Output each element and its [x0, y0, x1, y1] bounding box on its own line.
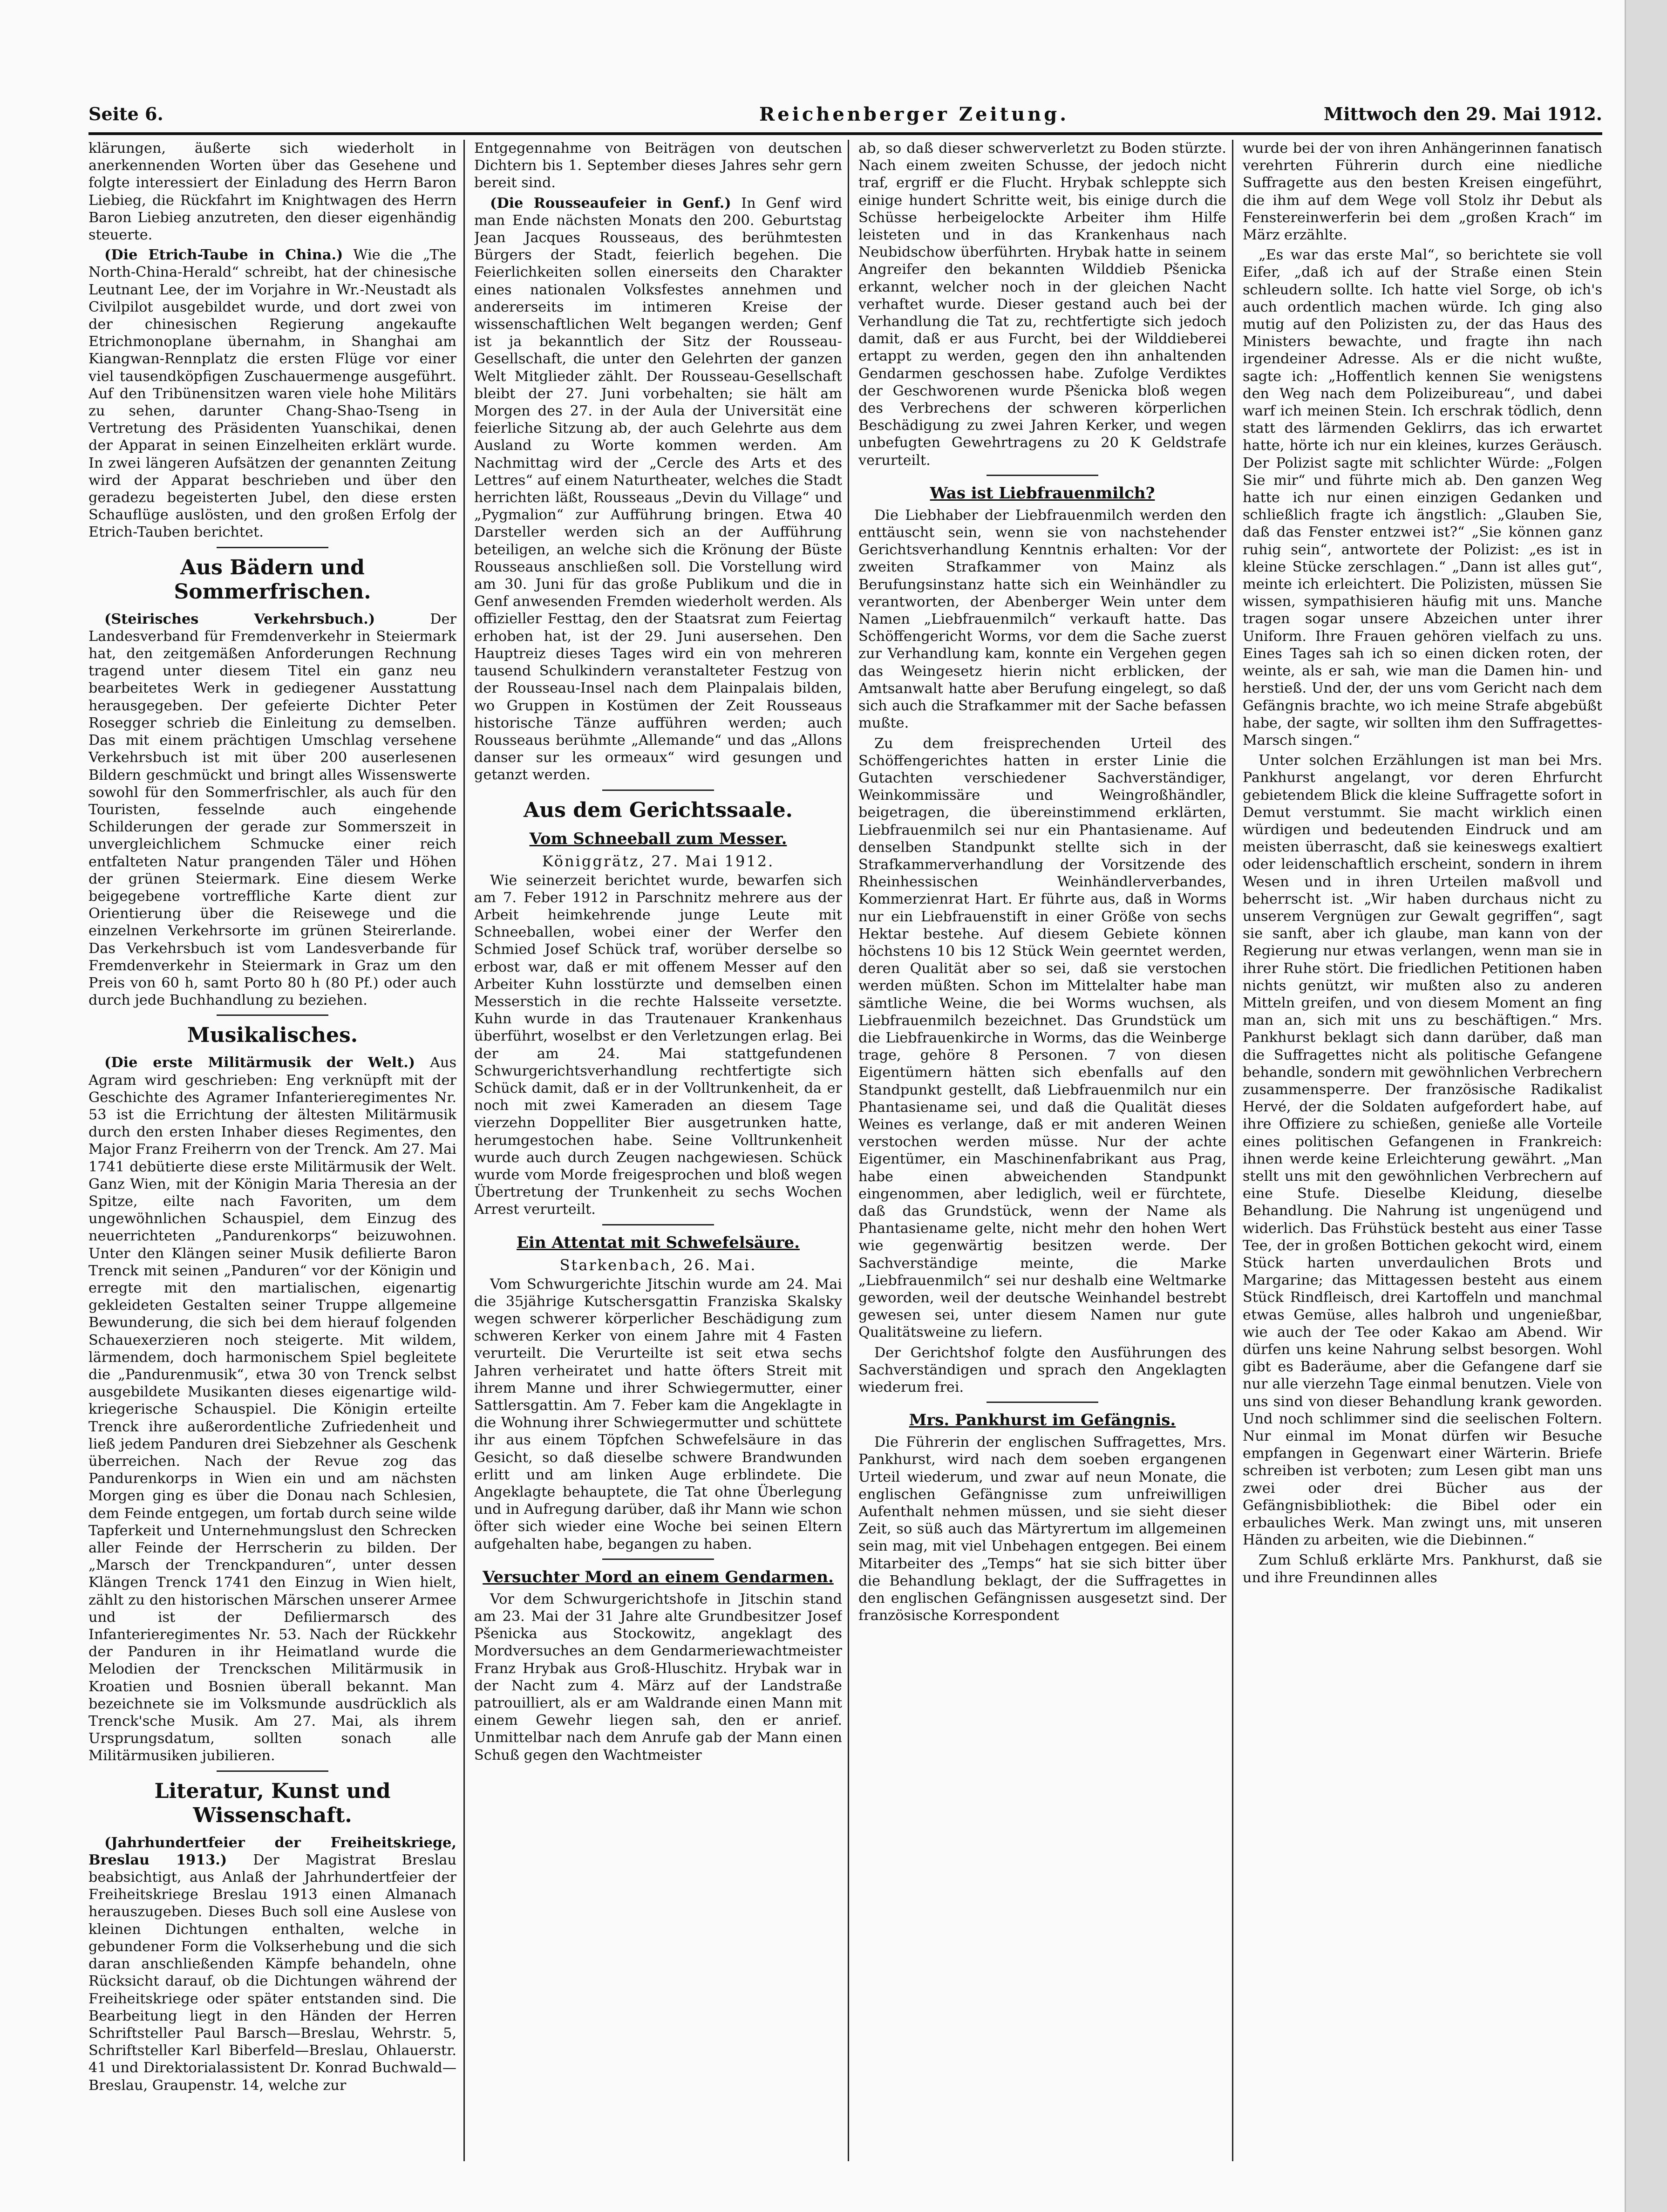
- article-body: Der Magistrat Breslau beabsichtigt, aus Anlaß der Jahrhundertfeier der Freiheitskriege Breslau 1913 einen Almanach herauszugeben. Dieses Buch soll eine Auslese von kleinen Dichtungen enthalten, welche in gebundener Form die Volkserhebung und die sich daran anschließenden Kämpfe behandeln, ohne Rücksicht darauf, ob die Dichtungen während der Freiheitskriege oder später entstanden sind. Die Bearbeitung liegt in den Händen der Herren Schriftsteller Paul Barsch—Breslau, Wehrstr. 5, Schriftsteller Karl Biberfeld—Breslau, Ohlauerstr. 41 und Direktorialassistent Dr. Konrad Buchwald—Breslau, Graupenstr. 14, welche zur: [88, 1851, 456, 2094]
- article-jahrhundertfeier: [88, 1834, 456, 2094]
- separator: [602, 1224, 714, 1225]
- page-number: Seite 6.: [88, 103, 163, 124]
- separator: [217, 1770, 328, 1772]
- separator: [217, 547, 328, 548]
- section-heading: Aus Bädern und Sommerfrischen.: [174, 555, 371, 604]
- article-militaermusik: [88, 1054, 456, 1764]
- article-body: Der Gerichtshof folgte den Ausführungen des Sachverständigen und sprach den Angeklagten wiederum frei.: [858, 1344, 1226, 1396]
- article-continuation: ab, so daß dieser schwerverletzt zu Boden stürzte. Nach einem zweiten Schusse, der jedoch nicht traf, ergriff er die Flucht. Hrybak schleppte sich einige hundert Schritte weit, bis einige durch die Schüsse herbeigelockte Arbeiter ihm Hilfe leisteten und in das Krankenhaus nach Neubidschow überführten. Hrybak hatte in seinem Angreifer den bekannten Wilddieb Pšenicka erkannt, welcher noch in der gleichen Nacht verhaftet wurde. Dieser gestand auch bei der Verhandlung die Tat zu, rechtfertigte sich jedoch damit, daß er aus Furcht, bei der Wilddieberei ertappt zu werden, gegen den ihn anhaltenden Gendarmen geschossen habe. Zufolge Verdiktes der Geschworenen wurde Pšenicka bloß wegen des Verbrechens der schweren körperlichen Beschädigung zu zwei Jahren Kerker, und wegen unbefugten Gewehrtragens zu 20 K Geldstrafe verurteilt.: [858, 140, 1226, 469]
- article-body: Die Führerin der englischen Suffragettes, Mrs. Pankhurst, wird nach dem soeben ergangenen Urteil wiederum, und zwar auf neun Monate, die englischen Gefängnisse zum unfreiwilligen Aufenthalt nehmen müssen, und sie sieht dieser Zeit, so süß auch das Märtyrertum im allgemeinen sein mag, mit viel Unbehagen entgegen. Bei einem Mitarbeiter des „Temps“ hat sie sich bitter über die Behandlung beklagt, der die Suffragettes in den englischen Gefängnissen ausgesetzt sind. Der französische Korrespondent: [858, 1434, 1226, 1624]
- article-lead: (Die Rousseaufeier in Genf.): [490, 195, 731, 211]
- article-verkehrsbuch: [88, 611, 456, 1009]
- section-heading: Literatur, Kunst und Wissenschaft.: [154, 1779, 391, 1827]
- dateline: Königgrätz, 27. Mai 1912.: [542, 852, 775, 870]
- article-headline: Mrs. Pankhurst im Gefängnis.: [909, 1411, 1176, 1430]
- article-continuation: klärungen, äußerte sich wiederholt in anerkennenden Worten über das Gesehene und folgte interessiert der Einladung des Herrn Baron Liebieg, die Rückfahrt im Knightwagen des Herrn Baron Liebieg anzutreten, den dieser eigenhändig steuerte.: [88, 140, 456, 244]
- article-body: Aus Agram wird geschrieben: Eng verknüpft mit der Geschichte des Agramer Infanterieregimentes Nr. 53 ist die Errichtung der ältesten Militärmusik durch den ersten Inhaber dieses Regimentes, den Major Franz Freiherrn von der Trenck. Am 27. Mai 1741 debütierte diese erste Militärmusik der Welt. Ganz Wien, mit der Königin Maria Theresia an der Spitze, eilte nach Favoriten, um dem ungewöhnlichen Schauspiel, dem Einzug des neuerrichteten „Pandurenkorps“ beizuwohnen. Unter den Klängen seiner Musik defilierte Baron Trenck mit seinen „Panduren“ vor der Königin und erregte mit den martialischen, eigenartig gekleideten Gestalten seiner Truppe allgemeine Bewunderung, die sich bei dem hierauf folgenden Schauexerzieren noch steigerte. Mit wildem, lärmendem, doch harmonischem Spiel begleitete die „Pandurenmusik“, etwa 30 von Trenck selbst ausgebildete Musikanten dieses eigenartige wild-kriegerische Schauspiel. Die Königin erteilte Trenck ihre außerordentliche Zufriedenheit und ließ jedem Panduren drei Siebzehner als Geschenk überreichen. Nach der Revue zog das Pandurenkorps in Wien ein und am nächsten Morgen ging es über die Donau nach Schlesien, dem Feinde entgegen, um fortab durch seine wilde Tapferkeit und Unternehmungslust den Schrecken aller Feinde der Herrscherin zu bilden. Der „Marsch der Trenckpanduren“, unter dessen Klängen Trenck 1741 den Einzug in Wien hielt, zählt zu den historischen Märschen unserer Armee und ist der Defiliermarsch des Infanterieregimentes Nr. 53. Nach der Rückkehr der Panduren in ihr Heimatland wurde die Melodien der Trenckschen Militärmusik in Kroatien und Bosnien überall bekannt. Man bezeichnete sie im Volksmunde ausdrücklich als Trenck'sche Musik. Am 27. Mai, als ihrem Ursprungsdatum, sollten sonach alle Militärmusiken jubilieren.: [88, 1055, 456, 1764]
- section-heading: Aus dem Gerichtssaale.: [523, 798, 793, 822]
- article-body: Zum Schluß erklärte Mrs. Pankhurst, daß sie und ihre Freundinnen alles: [1243, 1552, 1602, 1586]
- article-lead: (Die erste Militärmusik der Welt.): [104, 1055, 415, 1071]
- header-rule: [88, 132, 1602, 135]
- article-body: Zu dem freisprechenden Urteil des Schöffengerichtes hatten in erster Linie die Gutachten verschiedener Sachverständiger, Weinkommissäre und Weingroßhändler, beigetragen, die übereinstimmend erklärten, Liebfrauenmilch sei nur ein Phantasiename. Auf denselben Standpunkt stellte sich in der Strafkammerverhandlung der Vorsitzende des Rheinhessischen Weinhändlerverbandes, Kommerzienrat Hart. Er führte aus, daß in Worms nur ein Liebfrauenstift in einer Größe von sechs Hektar bestehe. Auf diesem Gebiete können höchstens 10 bis 12 Stück Wein geerntet werden, deren Qualität aber so sei, daß sie verstochen werden müßten. Schon im Mittelalter habe man sämtliche Weine, die bei Worms wuchsen, als Liebfrauenmilch bezeichnet. Das Grundstück um die Liebfrauenkirche in Worms, das die Weinberge trage, gehöre 8 Personen. 7 von diesen Eigentümern hätten sich ebenfalls auf den Standpunkt gestellt, daß Liebfrauenmilch nur ein Phantasiename sei, und daß die Qualität dieses Weines es verlange, daß er mit anderen Weinen verstochen werden müsse. Nur der achte Eigentümer, ein Maschinenfabrikant aus Prag, habe einen abweichenden Standpunkt eingenommen, aber lediglich, weil er fürchtete, daß das Grundstück, wenn der Name als Phantasiename gelte, nicht mehr den hohen Wert wie gegenwärtig besitzen werde. Der Sachverständige meinte, die Marke „Liebfrauenmilch“ sei nur deshalb eine Weltmarke geworden, weil der deutsche Weinhandel bestrebt gewesen sei, unter diesem Namen nur gute Qualitätsweine zu liefern.: [858, 735, 1226, 1341]
- newspaper-title: Reichenberger Zeitung.: [759, 103, 1069, 125]
- article-continuation: wurde bei der von ihren Anhängerinnen fanatisch verehrten Führerin durch eine niedliche Suffragette aus den besten Kreisen eingeführt, die ihm auf dem Wege voll Stolz ihr Debut als Fenstereinwerferin bei dem „großen Krach“ im März erzählte.: [1243, 140, 1602, 244]
- article-continuation: Entgegennahme von Beiträgen von deutschen Dichtern bis 1. September dieses Jahres sehr gern bereit sind.: [474, 140, 842, 191]
- article-body: Vor dem Schwurgerichtshofe in Jitschin stand am 23. Mai der 31 Jahre alte Grundbesitzer Josef Pšenicka aus Stockowitz, angeklagt des Mordversuches an dem Gendarmeriewachtmeister Franz Hrybak aus Groß-Hluschitz. Hrybak war in der Nacht zum 4. März auf der Landstraße patrouilliert, als er am Waldrande einen Mann mit einem Gewehr liegen sah, den er anrief. Unmittelbar nach dem Anrufe gab der Mann einen Schuß gegen den Wachtmeister: [474, 1591, 842, 1763]
- article-rousseaufeier: [474, 195, 842, 784]
- separator: [602, 790, 714, 791]
- columns: [88, 140, 1602, 2171]
- separator: [602, 1559, 714, 1560]
- article-body: „Es war das erste Mal“, so berichtete sie voll Eifer, „daß ich auf der Straße einen Stein schleudern sollte. Ich hatte viel Sorge, ob ich's auch ordentlich machen würde. Ich ging also mutig auf den Polizisten zu, der das Haus des Ministers bewachte, und fragte ihn nach irgendeiner Adresse. Als er die nicht wußte, sagte ich: „Hoffentlich kennen Sie wenigstens den Weg nach dem Polizeibureau“, und dabei warf ich meinen Stein. Ich erschrak tödlich, denn statt des lärmenden Geklirrs, das ich erwartet hatte, hörte ich nur ein kleines, kurzes Geräusch. Der Polizist sagte mit schlichter Würde: „Folgen Sie mir“ und führte mich ab. Den ganzen Weg hatte ich nur einen einzigen Gedanken und schließlich fragte ich ängstlich: „Glauben Sie, daß das Fenster entzwei ist?“ „Sie können ganz ruhig sein“, antwortete der Polizist: „es ist in kleine Stücke zerschlagen.“ „Dann ist alles gut“, meinte ich erleichtert. Die Polizisten, müssen Sie wissen, sympathisieren häufig mit uns. Manche tragen sogar unsere Abzeichen unter ihrer Uniform. Ihre Frauen gehören vielfach zu uns. Eines Tages sah ich so einen dicken roten, der weinte, als er sah, wie man die Damen hin- und herstieß. Und der, der uns vom Gericht nach dem Gefängnis brachte, wo ich meine Strafe abgebüßt habe, der sagte, wir sollten ihm den Suffragettes-Marsch singen.“: [1243, 247, 1602, 749]
- article-lead: (Steirisches Verkehrsbuch.): [104, 611, 375, 627]
- article-lead: (Die Etrich-Taube in China.): [104, 247, 343, 264]
- column-2: [474, 140, 842, 2171]
- article-body: Unter solchen Erzählungen ist man bei Mrs. Pankhurst angelangt, vor deren Ehrfurcht gebietendem Blick die kleine Suffragette sofort in Demut verstummt. Sie macht wirklich einen würdigen und bedeutenden Eindruck und am meisten überrascht, daß sie keineswegs exaltiert oder leidenschaftlich erscheint, sondern in ihrem Wesen und in ihren Urteilen maßvoll und beherrscht ist. „Wir haben durchaus nicht zu unserem Vergnügen zur Gewalt gegriffen“, sagt sie sanft, aber ich glaube, man kann von der Regierung nur etwas verlangen, wenn man sie in ihrer Ruhe stört. Die friedlichen Petitionen haben nichts genützt, wir mußten also zu anderen Mitteln greifen, und von diesem Moment an fing man an, sich mit uns zu beschäftigen.“ Mrs. Pankhurst beklagt sich dann darüber, daß man die Suffragettes nicht als politische Gefangene behandle, sondern mit gewöhnlichen Verbrechern zusammensperre. Der französische Radikalist Hervé, der die Soldaten aufgefordert habe, auf ihre Offiziere zu schießen, genieße alle Vorteile eines politischen Gefangenen in Frankreich: ihnen werde keine Erleichterung gewährt. „Man stellt uns mit den gewöhnlichen Verbrechern auf eine Stufe. Dieselbe Kleidung, dieselbe Behandlung. Die Nahrung ist ungenügend und widerlich. Das Frühstück besteht aus einer Tasse Tee, der in großen Bottichen gekocht wird, einem Stück harten unverdaulichen Brots und Margarine; das Mittagessen besteht aus einem Stück Rindfleisch, drei Kartoffeln und manchmal etwas Gemüse, alles halbroh und ungenießbar, wie auch der Tee oder Kakao am Abend. Wir dürfen uns keine Nahrung selbst besorgen. Wohl gibt es Baderäume, aber die Gefangene darf sie nur alle vierzehn Tage einmal benutzen. Viele von uns sind von dieser Behandlung krank geworden. Und noch schlimmer sind die seelischen Foltern. Nur einmal im Monat dürfen wir Besuche empfangen in Gegenwart einer Wärterin. Briefe schreiben ist verboten; zum Lesen gibt man uns zwei oder drei Bücher aus der Gefängnisbibliothek: die Bibel oder ein erbauliches Werk. Man zwingt uns, mit unseren Händen zu arbeiten, wie die Diebinnen.“: [1243, 752, 1602, 1549]
- column-1: [88, 140, 456, 2171]
- page-edge: [1625, 0, 1667, 2212]
- article-etrich-taube: [88, 246, 456, 541]
- article-body: Der Landesverband für Fremdenverkehr in Steiermark hat, den zeitgemäßen Anforderungen Rechnung tragend unter diesem Titel ein ganz neu bearbeitetes Werk in gediegener Ausstattung herausgegeben. Der gefeierte Dichter Peter Rosegger schrieb die Einleitung zu demselben. Das mit einem prächtigen Umschlag versehene Verkehrsbuch ist mit über 200 auserlesenen Bildern geschmückt und bringt alles Wissenswerte sowohl für den Sommerfrischler, als auch für den Touristen, fesselnde auch eingehende Schilderungen der gerade zur Sommerszeit in unvergleichlichem Schmucke einer reich entfalteten Natur prangenden Täler und Höhen der grünen Steiermark. Eine diesem Werke beigegebene vortreffliche Karte dient zur Orientierung über die Reisewege und die einzelnen Verkehrsorte im grünen Steirerlande. Das Verkehrsbuch ist vom Landesverbande für Fremdenverkehr in Steiermark in Graz um den Preis von 60 h, samt Porto 80 h (80 Pf.) oder auch durch jede Buchhandlung zu beziehen.: [88, 611, 456, 1009]
- article-headline: Ein Attentat mit Schwefelsäure.: [517, 1233, 800, 1252]
- article-body: Die Liebhaber der Liebfrauenmilch werden den enttäuscht sein, wenn sie von nachstehender Gerichtsverhandlung Kenntnis erhalten: Vor der zweiten Strafkammer von Mainz als Berufungsinstanz hatte sich ein Weinhändler zu verantworten, der Abenberger Wein unter dem Namen „Liebfrauenmilch“ verkauft hatte. Das Schöffengericht Worms, vor dem die Sache zuerst zur Verhandlung kam, konnte ein Vergehen gegen das Weingesetz hierin nicht erblicken, der Amtsanwalt hatte aber Berufung eingelegt, so daß sich auch die Strafkammer mit der Sache befassen mußte.: [858, 507, 1226, 732]
- page-header: [88, 103, 1602, 131]
- article-body: Wie seinerzeit berichtet wurde, bewarfen sich am 7. Feber 1912 in Parschnitz mehrere aus der Arbeit heimkehrende junge Leute mit Schneeballen, wobei einer der Werfer den Schmied Josef Schück traf, worüber derselbe so erbost war, daß er mit offenem Messer auf den Arbeiter Kuhn losstürzte und demselben einen Messerstich in die rechte Halsseite versetzte. Kuhn wurde in das Trautenauer Krankenhaus überführt, woselbst er den Verletzungen erlag. Bei der am 24. Mai stattgefundenen Schwurgerichtsverhandlung rechtfertigte sich Schück damit, daß er in der Volltrunkenheit, da er noch mit zwei Kameraden an diesem Tage vierzehn Doppelliter Bier ausgetrunken hatte, herumgestochen habe. Seine Volltrunkenheit wurde auch durch Zeugen nachgewiesen. Schück wurde vom Morde freigesprochen und bloß wegen Übertretung der Trunkenheit zu sechs Wochen Arrest verurteilt.: [474, 872, 842, 1218]
- column-3: [858, 140, 1226, 2171]
- issue-date: Mittwoch den 29. Mai 1912.: [1324, 103, 1602, 124]
- article-headline: Was ist Liebfrauenmilch?: [930, 483, 1155, 503]
- article-lead: (Jahrhundertfeier der Freiheitskriege, Breslau 1913.): [88, 1834, 456, 1868]
- column-4: [1243, 140, 1602, 2171]
- article-body: Vom Schwurgerichte Jitschin wurde am 24. Mai die 35jährige Kutschersgattin Franziska Skalsky wegen schwerer körperlicher Beschädigung zum schweren Kerker von einem Jahre mit 4 Fasten verurteilt. Die Verurteilte ist seit etwa sechs Jahren verheiratet und hatte öfters Streit mit ihrem Manne und ihrer Schwiegermutter, einer Sattlersgattin. Am 7. Feber kam die Angeklagte in die Wohnung ihrer Schwiegermutter und schüttete ihr aus einem Töpfchen Schwefelsäure in das Gesicht, so daß dieselbe schwere Brandwunden erlitt und am linken Auge erblindete. Die Angeklagte behauptete, die Tat ohne Überlegung und in Aufregung darüber, daß ihr Mann wie schon öfter sich wieder eine Woche bei seinen Eltern aufgehalten habe, begangen zu haben.: [474, 1276, 842, 1552]
- article-headline: Versuchter Mord an einem Gendarmen.: [483, 1567, 834, 1586]
- separator: [987, 1402, 1098, 1403]
- section-heading: Musikalisches.: [187, 1023, 358, 1048]
- article-body: In Genf wird man Ende nächsten Monats den 200. Geburtstag Jean Jacques Rousseaus, des berühmtesten Bürgers der Stadt, feierlich begehen. Die Feierlichkeiten sollen einerseits den Charakter eines nationalen Volksfestes annehmen und andererseits im intimeren Kreise der wissenschaftlichen Welt begangen werden; Genf ist ja bekanntlich der Sitz der Rousseau-Gesellschaft, die unter den Gelehrten der ganzen Welt Mitglieder zählt. Der Rousseau-Gesellschaft bleibt der 27. Juni vorbehalten; sie hält am Morgen des 27. in der Aula der Universität eine feierliche Sitzung ab, der auch Gelehrte aus dem Ausland zu Worte kommen werden. Am Nachmittag wird der „Cercle des Arts et des Lettres“ auf einem Naturtheater, welches die Stadt herrichten läßt, Rousseaus „Devin du Village“ und „Pygmalion“ zur Aufführung bringen. Etwa 40 Darsteller werden sich an der Aufführung beteiligen, an welche sich die Krönung der Büste Rousseaus anschließen soll. Die Vorstellung wird am 30. Juni für das große Publikum und die in Genf anwesenden Fremden wiederholt werden. Als offizieller Festtag, den der Staatsrat zum Feiertag erhoben hat, ist der 29. Juni ausersehen. Den Hauptreiz dieses Tages wird ein von mehreren tausend Schulkindern veranstalteter Festzug von der Rousseau-Insel nach dem Plainpalais bilden, wo Gruppen in Kostümen der Zeit Rousseaus historische Tänze aufführen werden; auch Rousseaus berühmte „Allemande“ und das „Allons danser sur les ormeaux“ wird gesungen und getanzt werden.: [474, 195, 842, 783]
- article-headline: Vom Schneeball zum Messer.: [529, 829, 787, 848]
- article-body: Wie die „The North-China-Herald“ schreibt, hat der chinesische Leutnant Lee, der im Vorjahre in Wr.-Neustadt als Civilpilot ausgebildet wurde, und dort zwei von der chinesischen Regierung angekaufte Etrichmonoplane übernahm, in Shanghai am Kiangwan-Rennplatz die ersten Flüge vor einer viel tausendköpfigen Zuschauermenge ausgeführt. Auf den Tribünensitzen waren viele hohe Militärs zu sehen, darunter Chang-Shao-Tseng in Vertretung des Präsidenten Yuanschikai, denen der Apparat in seinen Einzelheiten erklärt wurde. In zwei längeren Aufsätzen der genannten Zeitung wird der Apparat beschrieben und über den geradezu begeisterten Jubel, den diese ersten Schauflüge auslösten, und den großen Erfolg der Etrich-Tauben berichtet.: [88, 247, 456, 541]
- dateline: Starkenbach, 26. Mai.: [559, 1256, 757, 1274]
- separator: [987, 475, 1098, 476]
- separator: [217, 1014, 328, 1016]
